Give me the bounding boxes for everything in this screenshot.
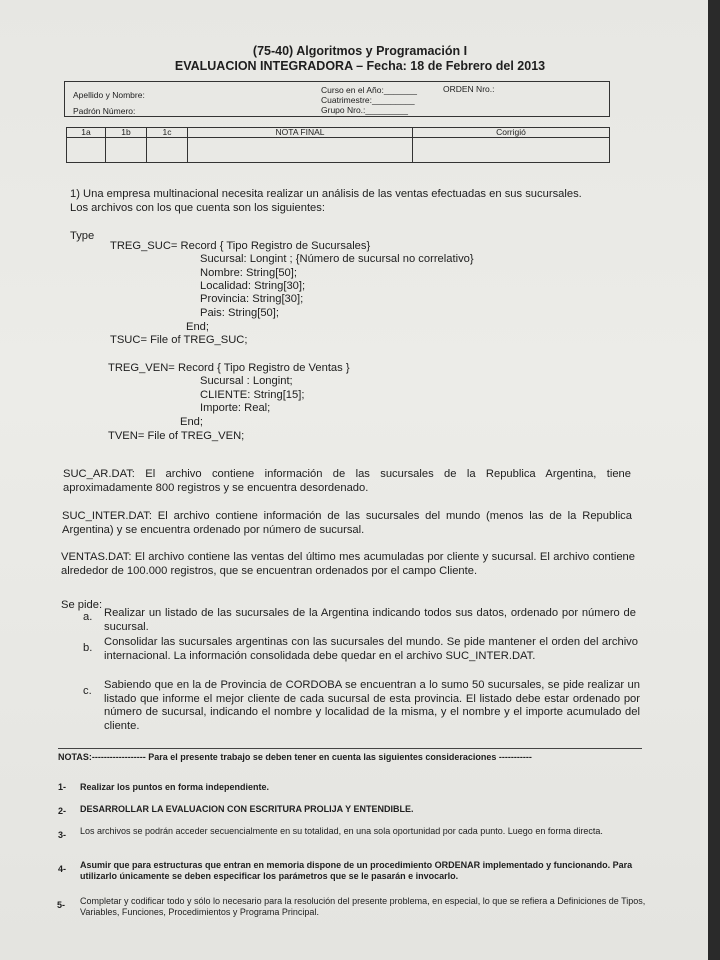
item-text-a: Realizar un listado de las sucursales de la Argentina indicando todos sus datos, ordenado por número de sucursal. [104, 607, 636, 633]
photo-background-edge [708, 0, 720, 960]
item-letter-b: b. [83, 642, 93, 654]
code-line: TREG_SUC= Record { Tipo Registro de Sucursales} [110, 240, 371, 252]
note-number: 3- [58, 830, 67, 840]
note-text: Completar y codificar todo y sólo lo necesario para la resolución del presente problema, en especial, lo que se refiera a Definiciones de Tipos, Variables, Funciones, Procedimientos y Programa Principal. [80, 896, 646, 917]
grade-header-1b: 1b [106, 128, 147, 138]
note-text: Asumir que para estructuras que entran en memoria dispone de un procedimiento ORDENAR implementado y funcionando. Para utilizarlo únicamente se deben especificar los parámetros que se le pasarán e invocarlo. [80, 860, 633, 881]
grade-cell [188, 138, 413, 163]
code-line: End; [180, 416, 204, 428]
code-line: Type [70, 230, 95, 242]
file-description-suc-inter: SUC_INTER.DAT: El archivo contiene información de las sucursales del mundo (menos las de la Republica Argentina) y se encuentra ordenado por número de sucursal. [62, 510, 632, 536]
code-line: TVEN= File of TREG_VEN; [108, 430, 245, 442]
curso-label: Curso en el Año:_______ [321, 85, 417, 95]
notes-title: NOTAS:------------------ Para el presente trabajo se deben tener en cuenta las siguientes consideraciones ----------- [58, 752, 532, 762]
problem-intro-2: Los archivos con los que cuenta son los siguientes: [70, 202, 325, 214]
grupo-label: Grupo Nro.:_________ [321, 105, 408, 115]
file-description-suc-ar: SUC_AR.DAT: El archivo contiene información de las sucursales de la Republica Argentina, tiene aproximadamente 800 registros y se encuentra desordenado. [63, 468, 631, 494]
item-letter-a: a. [83, 611, 93, 623]
exam-title: EVALUACION INTEGRADORA – Fecha: 18 de Febrero del 2013 [174, 59, 546, 73]
code-line: Sucursal: Longint ; {Número de sucursal no correlativo} [200, 253, 474, 265]
note-number: 5- [57, 900, 66, 910]
file-description-ventas: VENTAS.DAT: El archivo contiene las ventas del último mes acumuladas por cliente y sucursal. El archivo contiene alrededor de 100.000 registros, que se encuentran ordenados por el campo Cliente. [61, 551, 635, 577]
note-text: Los archivos se podrán acceder secuencialmente en su totalidad, en una sola oportunidad por cada punto. Luego en forma directa. [80, 826, 603, 836]
note-number: 4- [58, 864, 67, 874]
grade-cell [147, 138, 188, 163]
item-letter-c: c. [83, 685, 92, 697]
notes-divider [58, 748, 642, 749]
grade-cell [106, 138, 147, 163]
student-info-box [64, 81, 610, 117]
padron-label: Padrón Número: [73, 106, 136, 116]
code-line: End; [186, 321, 210, 333]
cuatrimestre-label: Cuatrimestre:_________ [321, 95, 415, 105]
note-text: Realizar los puntos en forma independiente. [80, 782, 270, 792]
code-line: TSUC= File of TREG_SUC; [110, 334, 248, 346]
item-text-c: Sabiendo que en la de Provincia de CORDOBA se encuentran a lo sumo 50 sucursales, se pide realizar un listado que informe el mejor cliente de cada sucursal de esta provincia. El listado debe estar ordenado por número de sucursal, indicando el nombre y localidad de la misma, y el nombre y el importe acumulado del cliente. [104, 679, 640, 732]
code-line: TREG_VEN= Record { Tipo Registro de Ventas } [108, 362, 350, 374]
code-line: Pais: String[50]; [200, 307, 279, 319]
grades-table [66, 127, 610, 163]
grade-header-1c: 1c [147, 128, 188, 138]
grade-header-corrigio: Corrigió [413, 128, 610, 138]
grade-cell [413, 138, 610, 163]
apellido-label: Apellido y Nombre: [73, 90, 145, 100]
grade-header-1a: 1a [67, 128, 106, 138]
code-line: Nombre: String[50]; [200, 267, 298, 279]
grade-header-nota-final: NOTA FINAL [188, 128, 413, 138]
note-text: DESARROLLAR LA EVALUACION CON ESCRITURA PROLIJA Y ENTENDIBLE. [80, 804, 414, 814]
note-number: 2- [58, 806, 67, 816]
course-title: (75-40) Algoritmos y Programación I [252, 44, 468, 58]
note-number: 1- [58, 782, 67, 792]
item-text-b: Consolidar las sucursales argentinas con las sucursales del mundo. Se pide mantener el orden del archivo internacional. La información consolidada debe quedar en el archivo SUC_INTER.DAT. [104, 636, 638, 662]
code-line: Sucursal : Longint; [200, 375, 293, 387]
orden-label: ORDEN Nro.: [443, 84, 495, 94]
code-line: CLIENTE: String[15]; [200, 389, 305, 401]
se-pide-label: Se pide: [61, 599, 103, 611]
code-line: Provincia: String[30]; [200, 293, 304, 305]
problem-intro: 1) Una empresa multinacional necesita realizar un análisis de las ventas efectuadas en sus sucursales. [70, 188, 582, 200]
grade-cell [67, 138, 106, 163]
code-line: Localidad: String[30]; [200, 280, 306, 292]
code-line: Importe: Real; [200, 402, 271, 414]
